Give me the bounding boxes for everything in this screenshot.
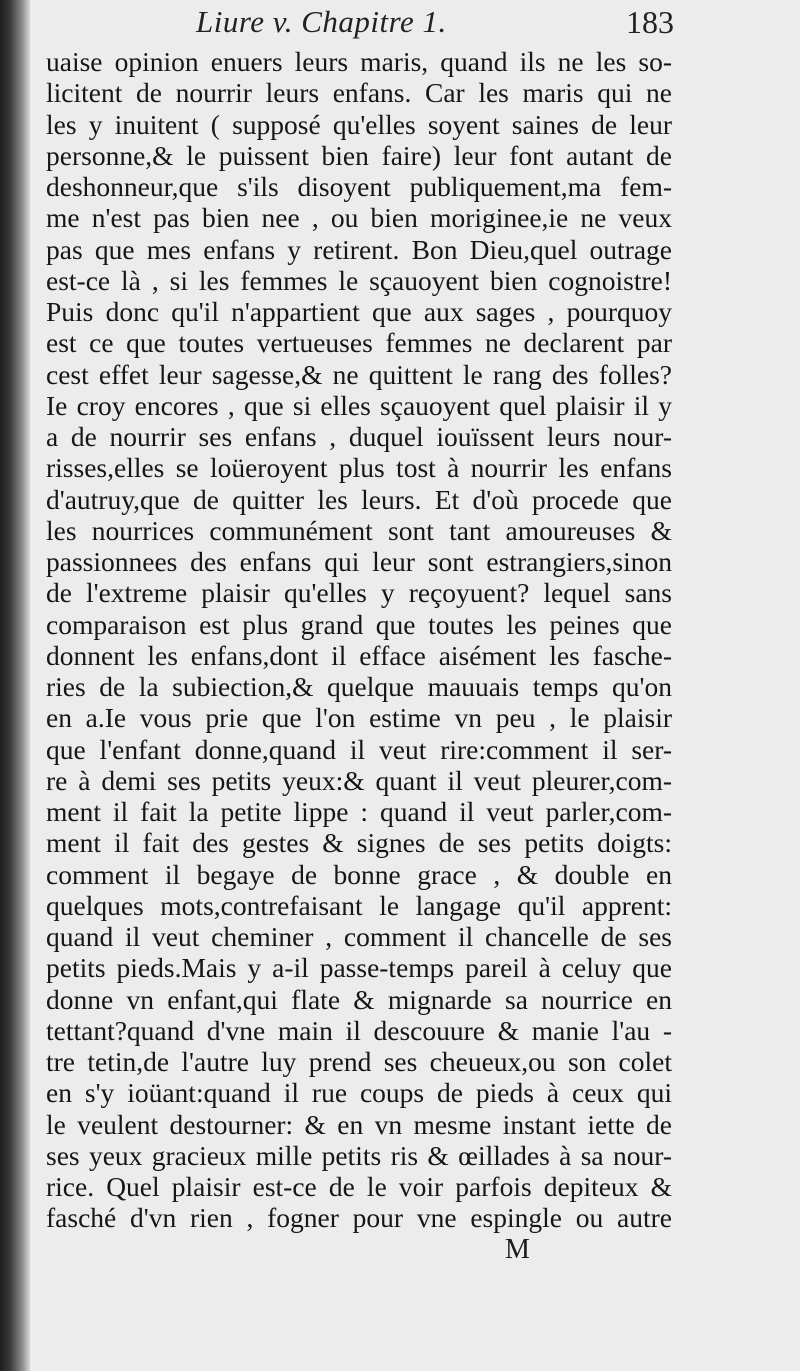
text-line: est ce que toutes vertueuses femmes ne declarent par xyxy=(46,327,672,359)
text-line: est-ce là , si les femmes le sçauoyent bien cognoistre! xyxy=(46,264,672,296)
text-line: rice. Quel plaisir est-ce de le voir parfois depiteux & xyxy=(46,1171,672,1202)
text-line: ment il fait des gestes & signes de ses petits doigts: xyxy=(46,827,672,859)
text-line: en a.Ie vous prie que l'on estime vn peu , le plaisir xyxy=(46,702,672,734)
text-line: donne vn enfant,qui flate & mignarde sa nourrice en xyxy=(46,983,672,1015)
text-line: Ie croy encores , que si elles sçauoyent quel plaisir il y xyxy=(46,389,672,421)
text-line: de l'extreme plaisir qu'elles y reçoyuent? lequel sans xyxy=(46,577,672,609)
text-line: quand il veut cheminer , comment il chancelle de ses xyxy=(46,921,672,952)
binding-edge xyxy=(0,0,30,1371)
text-line: cest effet leur sagesse,& ne quittent le rang des folles? xyxy=(46,358,672,390)
text-line: petits pieds.Mais y a-il passe-temps pareil à celuy que xyxy=(46,952,672,984)
running-head: Liure v. Chapitre 1. xyxy=(196,4,447,39)
text-line: personne,& le puissent bien faire) leur font autant de xyxy=(46,139,672,171)
signature-mark: M xyxy=(505,1234,530,1265)
text-line: que l'enfant donne,quand il veut rire:comment il ser- xyxy=(46,733,672,765)
text-line: d'autruy,que de quitter les leurs. Et d'où procede que xyxy=(46,483,672,515)
text-line: risses,elles se loüeroyent plus tost à nourrir les enfans xyxy=(46,452,672,484)
page-number: 183 xyxy=(626,4,674,40)
text-line: les nourrices communément sont tant amoureuses & xyxy=(46,514,672,546)
text-line: tettant?quand d'vne main il descouure & manie l'au - xyxy=(46,1014,672,1046)
text-line: passionnees des enfans qui leur sont estrangiers,sinon xyxy=(46,546,672,577)
text-line: a de nourrir ses enfans , duquel iouïssent leurs nour- xyxy=(46,421,672,452)
text-line: fasché d'vn rien , fogner pour vne espingle ou autre xyxy=(46,1202,672,1234)
text-line: en s'y ioüant:quand il rue coups de pieds à ceux qui xyxy=(46,1077,672,1109)
text-line: donnent les enfans,dont il efface aisément les fasche- xyxy=(46,639,672,671)
body-text xyxy=(46,46,672,1234)
text-line: ries de la subiection,& quelque mauuais temps qu'on xyxy=(46,671,672,702)
text-line: me n'est pas bien nee , ou bien moriginee,ie ne veux xyxy=(46,202,672,234)
text-line: deshonneur,que s'ils disoyent publiquement,ma fem- xyxy=(46,171,672,202)
text-line: uaise opinion enuers leurs maris, quand ils ne les so- xyxy=(46,46,672,77)
text-line: le veulent destourner: & en vn mesme instant iette de xyxy=(46,1108,672,1140)
text-line: ment il fait la petite lippe : quand il veut parler,com- xyxy=(46,796,672,827)
text-line: les y inuitent ( supposé qu'elles soyent saines de leur xyxy=(46,108,672,140)
text-line: comparaison est plus grand que toutes les peines que xyxy=(46,608,672,640)
text-line: pas que mes enfans y retirent. Bon Dieu,quel outrage xyxy=(46,233,672,265)
text-line: comment il begaye de bonne grace , & double en xyxy=(46,858,672,890)
text-line: re à demi ses petits yeux:& quant il veut pleurer,com- xyxy=(46,764,672,796)
text-line: ses yeux gracieux mille petits ris & œillades à sa nour- xyxy=(46,1139,672,1171)
text-line: tre tetin,de l'autre luy prend ses cheueux,ou son colet xyxy=(46,1046,672,1077)
text-line: Puis donc qu'il n'appartient que aux sages , pourquoy xyxy=(46,296,672,327)
text-line: licitent de nourrir leurs enfans. Car les maris qui ne xyxy=(46,77,672,109)
page-header xyxy=(196,4,674,44)
text-line: quelques mots,contrefaisant le langage qu'il apprent: xyxy=(46,889,672,921)
